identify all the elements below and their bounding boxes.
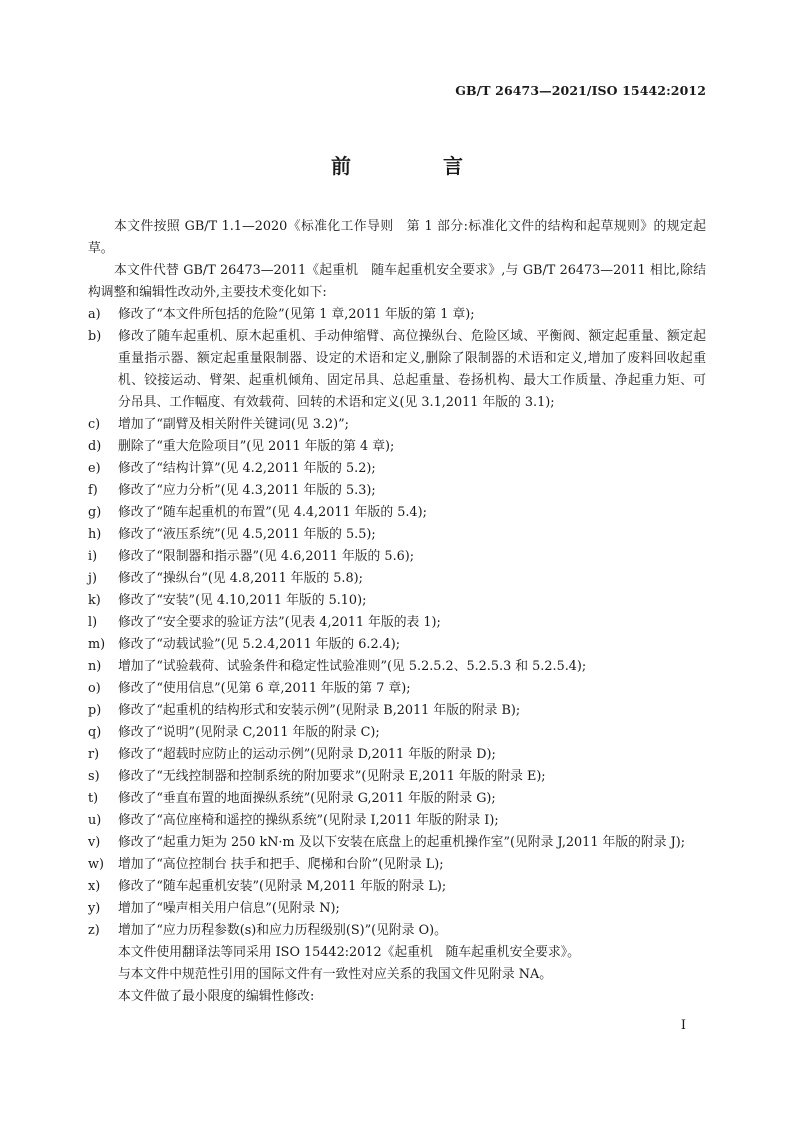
standard-code-header: GB/T 26473—2021/ISO 15442:2012 (455, 83, 706, 98)
list-item-label: g) (88, 505, 102, 520)
list-item-text: 修改了“限制器和指示器”(见 4.6,2011 年版的 5.6); (118, 549, 415, 564)
list-item-text: 增加了“副臂及相关附件关键词(见 3.2)”; (118, 417, 349, 432)
list-item-text: 修改了“垂直布置的地面操纵系统”(见附录 G,2011 年版的附录 G); (118, 791, 496, 806)
list-item-text: 修改了“随车起重机的布置”(见 4.4,2011 年版的 5.4); (118, 505, 427, 520)
list-item-text: 修改了“无线控制器和控制系统的附加要求”(见附录 E,2011 年版的附录 E); (118, 769, 546, 784)
list-item (88, 546, 706, 568)
list-item-text: 增加了“应力历程参数(s)和应力历程级别(S)”(见附录 O)。 (118, 923, 447, 938)
list-item (88, 502, 706, 524)
list-item (88, 458, 706, 480)
list-item (88, 678, 706, 700)
list-item (88, 612, 706, 634)
list-item-text: 修改了“应力分析”(见 4.3,2011 年版的 5.3); (118, 483, 376, 498)
list-item-text: 修改了“液压系统”(见 4.5,2011 年版的 5.5); (118, 527, 376, 542)
list-item-text: 修改了随车起重机、原木起重机、手动伸缩臂、高位操纵台、危险区域、平衡阀、额定起重量、额定起重量指示器、额定起重量限制器、设定的术语和定义,删除了限制器的术语和定义,增加了废料回收起重机、铰接运动、臂架、起重机倾角、固定吊具、总起重量、卷扬机构、最大工作质量、净起重力矩、可分吊具、工作幅度、有效载荷、回转的术语和定义(见 3.1,2011 年版的 3.1); (118, 329, 706, 410)
change-list (88, 304, 706, 942)
list-item-label: r) (88, 747, 100, 762)
list-item-label: w) (88, 857, 104, 872)
list-item-label: h) (88, 527, 102, 542)
list-item (88, 436, 706, 458)
list-item (88, 326, 706, 414)
page-number: I (680, 1018, 686, 1033)
list-item-label: x) (88, 879, 101, 894)
list-item (88, 414, 706, 436)
closing-paragraph: 本文件使用翻译法等同采用 ISO 15442:2012《起重机 随车起重机安全要求》。 (118, 945, 580, 960)
intro-paragraph: 本文件代替 GB/T 26473—2011《起重机 随车起重机安全要求》,与 GB/T 26473—2011 相比,除结构调整和编辑性改动外,主要技术变化如下: (88, 263, 706, 300)
list-item-label: y) (88, 901, 101, 916)
list-item-label: a) (88, 307, 101, 322)
list-item-text: 增加了“噪声相关用户信息”(见附录 N); (118, 901, 340, 916)
list-item-label: j) (88, 571, 97, 586)
list-item (88, 590, 706, 612)
list-item-text: 修改了“说明”(见附录 C,2011 年版的附录 C); (118, 725, 380, 740)
closing-paragraph: 与本文件中规范性引用的国际文件有一致性对应关系的我国文件见附录 NA。 (118, 967, 553, 982)
list-item-label: s) (88, 769, 100, 784)
list-item-label: d) (88, 439, 102, 454)
list-item (88, 898, 706, 920)
closing-paragraph: 本文件做了最小限度的编辑性修改: (118, 989, 315, 1004)
list-item-label: t) (88, 791, 99, 806)
list-item-label: z) (88, 923, 100, 938)
list-item (88, 766, 706, 788)
title-text: 前 言 (331, 154, 499, 178)
list-item-label: i) (88, 549, 98, 564)
page-title (0, 150, 794, 179)
list-item (88, 722, 706, 744)
list-item-label: p) (88, 703, 102, 718)
list-item-text: 修改了“起重机的结构形式和安装示例”(见附录 B,2011 年版的附录 B); (118, 703, 521, 718)
list-item-label: n) (88, 659, 102, 674)
list-item-text: 增加了“试验载荷、试验条件和稳定性试验准则”(见 5.2.5.2、5.2.5.3 和 5.2.5.4); (118, 659, 587, 674)
list-item-text: 修改了“安装”(见 4.10,2011 年版的 5.10); (118, 593, 367, 608)
list-item-label: u) (88, 813, 102, 828)
list-item-text: 修改了“使用信息”(见第 6 章,2011 年版的第 7 章); (118, 681, 411, 696)
list-item-label: e) (88, 461, 101, 476)
list-item (88, 744, 706, 766)
intro-paragraph: 本文件按照 GB/T 1.1—2020《标准化工作导则 第 1 部分:标准化文件的结构和起草规则》的规定起草。 (88, 219, 706, 256)
list-item-text: 增加了“高位控制台 扶手和把手、爬梯和台阶”(见附录 L); (118, 857, 444, 872)
list-item (88, 304, 706, 326)
list-item (88, 656, 706, 678)
list-item-text: 修改了“超载时应防止的运动示例”(见附录 D,2011 年版的附录 D); (118, 747, 496, 762)
list-item-text: 修改了“高位座椅和遥控的操纵系统”(见附录 I,2011 年版的附录 I); (118, 813, 499, 828)
list-item (88, 854, 706, 876)
list-item (88, 876, 706, 898)
list-item-text: 修改了“随车起重机安装”(见附录 M,2011 年版的附录 L); (118, 879, 447, 894)
list-item (88, 788, 706, 810)
list-item (88, 810, 706, 832)
list-item-text: 修改了“本文件所包括的危险”(见第 1 章,2011 年版的第 1 章); (118, 307, 475, 322)
list-item-text: 修改了“动载试验”(见 5.2.4,2011 年版的 6.2.4); (118, 637, 401, 652)
list-item-label: c) (88, 417, 101, 432)
list-item-label: q) (88, 725, 102, 740)
list-item-text: 修改了“结构计算”(见 4.2,2011 年版的 5.2); (118, 461, 376, 476)
list-item-text: 修改了“安全要求的验证方法”(见表 4,2011 年版的表 1); (118, 615, 441, 630)
list-item-text: 修改了“操纵台”(见 4.8,2011 年版的 5.8); (118, 571, 363, 586)
list-item-label: b) (88, 329, 102, 344)
list-item (88, 832, 706, 854)
list-item (88, 524, 706, 546)
list-item-label: m) (88, 637, 106, 652)
list-item-label: o) (88, 681, 101, 696)
list-item-text: 修改了“起重力矩为 250 kN·m 及以下安装在底盘上的起重机操作室”(见附录 J,2011 年版的附录 J); (118, 835, 686, 850)
list-item (88, 700, 706, 722)
document-body (88, 216, 706, 1008)
list-item (88, 568, 706, 590)
list-item-text: 删除了“重大危险项目”(见 2011 年版的第 4 章); (118, 439, 395, 454)
list-item (88, 634, 706, 656)
list-item-label: v) (88, 835, 101, 850)
list-item (88, 480, 706, 502)
list-item-label: l) (88, 615, 98, 630)
list-item (88, 920, 706, 942)
list-item-label: f) (88, 483, 98, 498)
list-item-label: k) (88, 593, 101, 608)
